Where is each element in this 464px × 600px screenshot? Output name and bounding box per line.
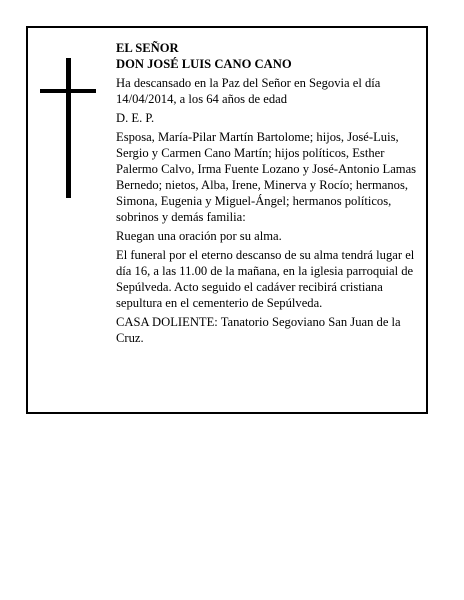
cross-vertical-bar	[66, 58, 71, 198]
deceased-title: EL SEÑOR	[116, 41, 179, 55]
notice-body	[116, 40, 426, 349]
deceased-name: DON JOSÉ LUIS CANO CANO	[116, 57, 292, 71]
obituary-notice	[26, 26, 428, 414]
death-announcement: Ha descansado en la Paz del Señor en Segovia el día 14/04/2014, a los 64 años de edad	[116, 76, 381, 106]
cross-horizontal-bar	[40, 89, 96, 93]
funeral-home: CASA DOLIENTE: Tanatorio Segoviano San Juan de la Cruz.	[116, 315, 401, 345]
prayer-request: Ruegan una oración por su alma.	[116, 229, 282, 243]
funeral-details: El funeral por el eterno descanso de su alma tendrá lugar el día 16, a las 11.00 de la mañana, en la iglesia parroquial de Sepúlveda. Acto seguido el cadáver recibirá cristiana sepultura en el cementerio de Sepúlveda.	[116, 248, 415, 310]
family-list: Esposa, María-Pilar Martín Bartolome; hijos, José-Luis, Sergio y Carmen Cano Martín; hijos políticos, Esther Palermo Calvo, Irma Fuente Lozano y José-Antonio Lamas Bernedo; nietos, Alba, Irene, Minerva y Rocío; hermanos, Simona, Eugenia y Miguel-Ángel; hermanos políticos, sobrinos y demás familia:	[116, 130, 417, 224]
latin-cross-icon	[40, 58, 96, 198]
rip-abbreviation: D. E. P.	[116, 111, 155, 125]
